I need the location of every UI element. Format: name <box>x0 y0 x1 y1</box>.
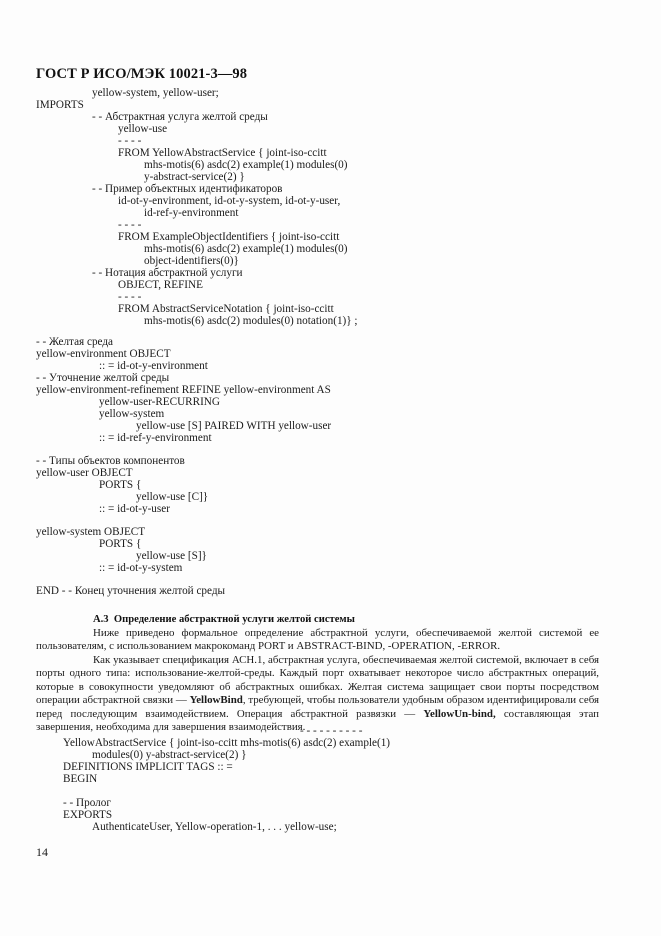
code-line: mhs-motis(6) asdc(2) example(1) modules(0) <box>144 243 348 255</box>
paragraph-2-text-b: , требующей, чтобы пользователи удобным образом идентифицировали себя перед последующим взаимодействием. Операция абстрактной развязки — <box>36 694 599 720</box>
code-line: PORTS { <box>99 538 142 550</box>
code-line: modules(0) y-abstract-service(2) } <box>92 749 247 761</box>
code-line: FROM YellowAbstractService { joint-iso-ccitt <box>118 147 327 159</box>
code-line: id-ref-y-environment <box>144 207 239 219</box>
code-line: yellow-system <box>99 408 165 420</box>
code-line: DEFINITIONS IMPLICIT TAGS :: = <box>63 761 233 773</box>
page-number: 14 <box>36 845 48 859</box>
code-line: yellow-system OBJECT <box>36 526 146 538</box>
section-paragraph-2 <box>36 654 599 734</box>
code-line: yellow-use [C]} <box>136 491 209 503</box>
code-line: mhs-motis(6) asdc(2) example(1) modules(0) <box>144 159 348 171</box>
code-line: - - Уточнение желтой среды <box>36 372 170 384</box>
code-line: FROM AbstractServiceNotation { joint-iso-ccitt <box>118 303 334 315</box>
paragraph-1-text: Ниже приведено формальное определение абстрактной услуги, обеспечиваемой желтой системой ее пользователям, с использованием макрокоманд PORT и ABSTRACT-BIND, -OPERATION, -ERROR. <box>36 627 599 653</box>
code-line: yellow-user-RECURRING <box>99 396 220 408</box>
section-paragraph-1 <box>36 627 599 654</box>
code-line: - - Пример объектных идентификаторов <box>92 183 283 195</box>
code-line: OBJECT, REFINE <box>118 279 203 291</box>
code-line: BEGIN <box>63 773 98 785</box>
code-line: - - - - <box>118 219 142 231</box>
code-line: YellowAbstractService { joint-iso-ccitt mhs-motis(6) asdc(2) example(1) <box>63 737 391 749</box>
code-line: mhs-motis(6) asdc(2) modules(0) notation(1)} ; <box>144 315 358 327</box>
code-line: yellow-use [S] PAIRED WITH yellow-user <box>136 420 332 432</box>
code-line: - - Пролог <box>63 797 111 809</box>
yellowbind-term: YellowBind <box>189 694 243 707</box>
code-line: yellow-system, yellow-user; <box>92 87 219 99</box>
code-line: yellow-user OBJECT <box>36 467 133 479</box>
section-title: А.3 Определение абстрактной услуги желтой системы <box>93 614 355 625</box>
code-line: - - Нотация абстрактной услуги <box>92 267 243 279</box>
code-line: yellow-use [S]} <box>136 550 207 562</box>
yellowunbind-term: YellowUn-bind, <box>423 707 496 720</box>
code-line: - - - - <box>118 135 142 147</box>
code-line: yellow-environment-refinement REFINE yellow-environment AS <box>36 384 331 396</box>
code-line: :: = id-ot-y-user <box>99 503 170 515</box>
code-line: - - Абстрактная услуга желтой среды <box>92 111 268 123</box>
code-line: yellow-environment OBJECT <box>36 348 171 360</box>
code-line: FROM ExampleObjectIdentifiers { joint-iso-ccitt <box>118 231 340 243</box>
code-line: - - Желтая среда <box>36 336 114 348</box>
code-line: yellow-use <box>118 123 168 135</box>
code-line: :: = id-ref-y-environment <box>99 432 212 444</box>
code-line: AuthenticateUser, Yellow-operation-1, . . . yellow-use; <box>92 821 337 833</box>
code-line: - - - - - - - - - - <box>300 725 363 737</box>
code-line: y-abstract-service(2) } <box>144 171 245 183</box>
document-header: ГОСТ Р ИСО/МЭК 10021-3—98 <box>36 66 248 82</box>
code-line: object-identifiers(0)} <box>144 255 239 267</box>
paragraph-2-text-c: составляющая этап завершения, необходима для завершения взаимодействия. <box>36 707 600 734</box>
code-line: EXPORTS <box>63 809 113 821</box>
code-line: END - - Конец уточнения желтой среды <box>36 585 226 597</box>
code-line: IMPORTS <box>36 99 84 111</box>
code-line: PORTS { <box>99 479 142 491</box>
paragraph-2-text-a: Как указывает спецификация АСН.1, абстрактная услуга, обеспечиваемая желтой системой, включает в себя порты одного типа: использование-желтой-среды. Каждый порт охватывает некоторое число абстрактных операций, которые в совокупности уведомляют об абстрактных ошибках. Желтая система защищает свои порты посредством операции абстрактной связки — <box>36 654 599 707</box>
code-line: id-ot-y-environment, id-ot-y-system, id-ot-y-user, <box>118 195 341 207</box>
code-line: :: = id-ot-y-environment <box>99 360 208 372</box>
code-line: - - Типы объектов компонентов <box>36 455 185 467</box>
code-line: - - - - <box>118 291 142 303</box>
code-line: :: = id-ot-y-system <box>99 562 183 574</box>
